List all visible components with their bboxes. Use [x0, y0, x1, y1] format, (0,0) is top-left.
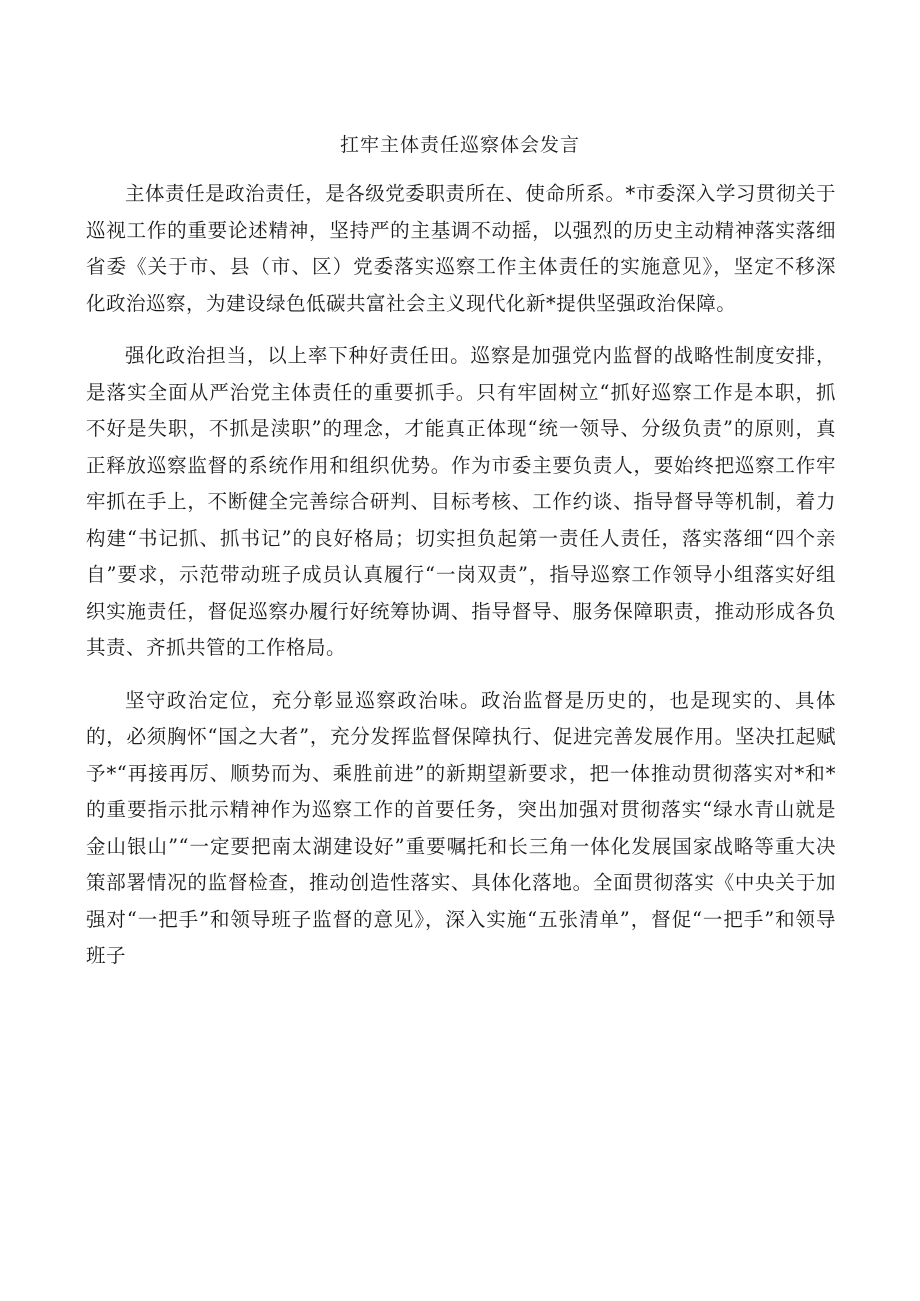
document-body — [86, 176, 836, 991]
paragraph-3: 坚守政治定位，充分彰显巡察政治味。政治监督是历史的，也是现实的、具体的，必须胸怀“国之大者”，充分发挥监督保障执行、促进完善发展作用。坚决扛起赋予*“再接再厉、顺势而为、乘胜前进”的新期望新要求，把一体推动贯彻落实对*和*的重要指示批示精神作为巡察工作的首要任务，突出加强对贯彻落实“绿水青山就是金山银山”“一定要把南太湖建设好”重要嘱托和长三角一体化发展国家战略等重大决策部署情况的监督检查，推动创造性落实、具体化落地。全面贯彻落实《中央关于加强对“一把手”和领导班子监督的意见》，深入实施“五张清单”，督促“一把手”和领导班子 — [86, 688, 836, 967]
paragraph-1: 主体责任是政治责任，是各级党委职责所在、使命所系。*市委深入学习贯彻关于巡视工作的重要论述精神，坚持严的主基调不动摇，以强烈的历史主动精神落实落细省委《关于市、县（市、区）党委落实巡察工作主体责任的实施意见》，坚定不移深化政治巡察，为建设绿色低碳共富社会主义现代化新*提供坚强政治保障。 — [86, 182, 836, 315]
paragraph-2: 强化政治担当，以上率下种好责任田。巡察是加强党内监督的战略性制度安排，是落实全面从严治党主体责任的重要抓手。只有牢固树立“抓好巡察工作是本职，抓不好是失职，不抓是渎职”的理念，才能真正体现“统一领导、分级负责”的原则，真正释放巡察监督的系统作用和组织优势。作为市委主要负责人，要始终把巡察工作牢牢抓在手上，不断健全完善综合研判、目标考核、工作约谈、指导督导等机制，着力构建“书记抓、抓书记”的良好格局；切实担负起第一责任人责任，落实落细“四个亲自”要求，示范带动班子成员认真履行“一岗双责”，指导巡察工作领导小组落实好组织实施责任，督促巡察办履行好统筹协调、指导督导、服务保障职责，推动形成各负其责、齐抓共管的工作格局。 — [86, 344, 836, 659]
document-title: 扛牢主体责任巡察体会发言 — [339, 134, 580, 156]
